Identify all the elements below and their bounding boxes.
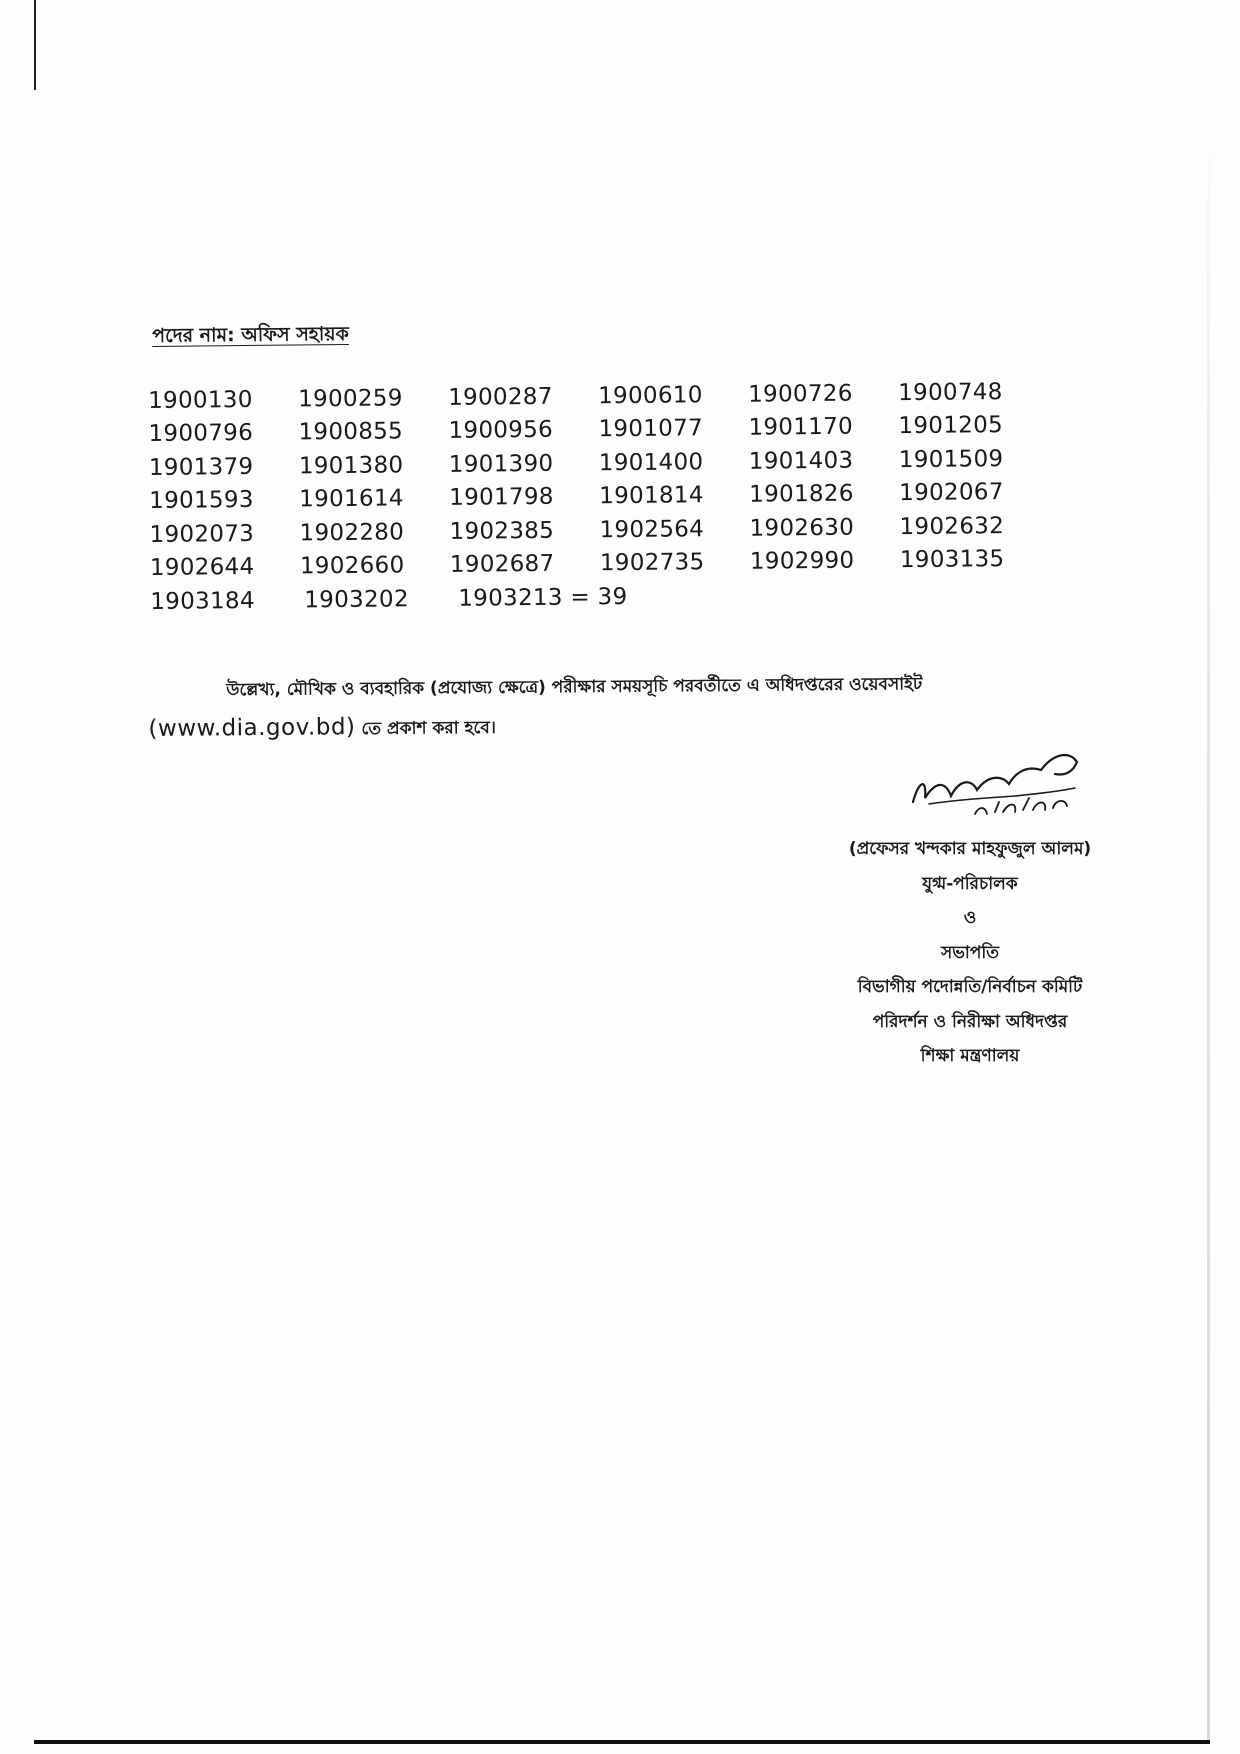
roll-number: 1900796 [148,420,254,448]
roll-number: 1900956 [448,417,554,445]
roll-number: 1900287 [448,383,553,411]
scan-bottom-edge [34,1740,1210,1744]
scan-shadow [1207,60,1210,1740]
post-heading: পদের নাম: অফিস সহায়ক [152,322,349,347]
roll-number: 1902990 [749,547,855,575]
roll-number: 1903135 [899,546,1005,574]
website-url: (www.dia.gov.bd) [148,714,356,742]
roll-number: 1902073 [149,520,255,548]
roll-number: 1901614 [299,485,404,513]
roll-number: 1902644 [149,554,255,582]
roll-number: 1901403 [748,447,854,475]
roll-number: 1901205 [898,412,1004,440]
roll-number: 1901390 [448,450,554,478]
roll-number: 1901509 [898,445,1004,473]
roll-number: 1901826 [749,480,854,508]
roll-number-grid [148,375,1050,619]
notice-line-1: উল্লেখ্য, মৌখিক ও ব্যবহারিক (প্রযোজ্য ক্ষেত্রে) পরীক্ষার সময়সূচি পরবর্তীতে এ অধিদপ্তরের ওয়েবসাইট [226,674,923,701]
roll-number: 1902280 [299,519,405,547]
roll-number: 1900130 [148,386,253,414]
roll-number: 1902385 [449,517,555,545]
roll-number-with-total: 1903213 = 39 [458,583,628,612]
roll-number: 1901798 [449,484,554,512]
roll-number: 1901400 [598,448,704,477]
handwritten-signature [905,740,1085,820]
roll-number: 1902687 [449,551,555,579]
roll-number: 1902660 [299,552,405,580]
roll-number: 1903184 [150,587,255,615]
scan-edge-mark [34,0,36,90]
roll-number: 1902564 [599,515,705,544]
committee-name: বিভাগীয় পদোন্নতি/নির্বাচন কমিটি [857,977,1083,997]
signatory-conjunction: ও [963,908,977,928]
roll-number: 1901170 [748,413,854,441]
signatory-block [770,832,1170,1074]
roll-number: 1901814 [599,482,704,510]
roll-number: 1900748 [897,378,1003,406]
roll-number: 1901077 [598,415,704,443]
roll-number: 1900259 [298,385,403,413]
department-name: পরিদর্শন ও নিরীক্ষা অধিদপ্তর [872,1011,1068,1032]
roll-number: 1901380 [298,452,404,480]
roll-number: 1902630 [749,514,855,542]
roll-number: 1903202 [304,586,409,614]
signatory-role: সভাপতি [941,942,999,963]
ministry-name: শিক্ষা মন্ত্রণালয় [920,1046,1020,1066]
roll-number: 1901379 [148,453,254,481]
roll-number: 1900610 [598,381,703,410]
signatory-designation: যুগ্ম-পরিচালক [922,873,1018,894]
notice-paragraph [148,663,1169,750]
roll-number: 1901593 [149,487,254,515]
roll-number: 1900726 [748,380,853,408]
signatory-name: (প্রফেসর খন্দকার মাহফুজুল আলম) [848,839,1092,859]
roll-number: 1902067 [899,479,1004,507]
roll-number: 1902735 [599,549,705,577]
roll-number: 1900855 [298,418,404,446]
roll-number: 1902632 [899,512,1005,540]
notice-line-2-text: তে প্রকাশ করা হবে। [355,717,496,740]
